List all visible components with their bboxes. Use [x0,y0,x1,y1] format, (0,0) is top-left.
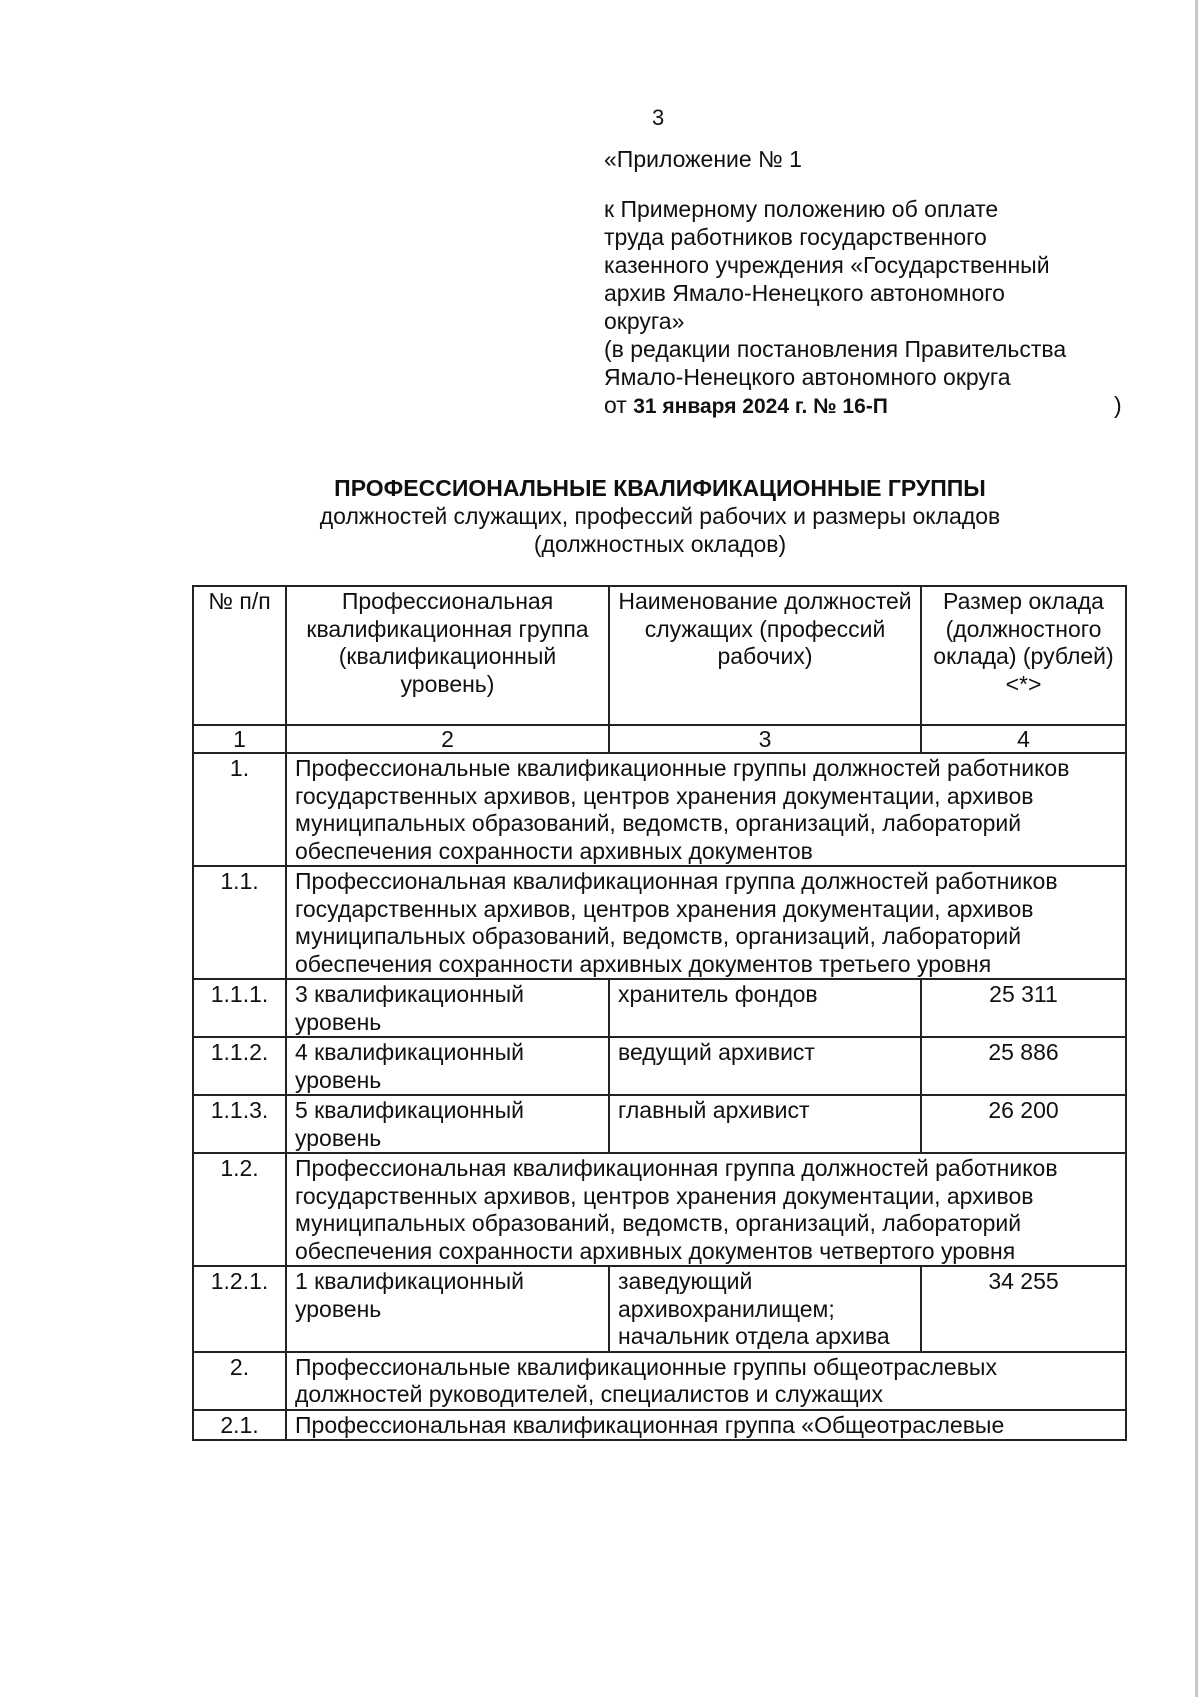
page-number: 3 [652,105,665,130]
salary-amount: 25 311 [921,979,1126,1037]
group-title: Профессиональная квалификационная группа должностей работников государственных архивов, центров хранения документации, архивов муниципальных образований, ведомств, организаций, лабораторий обеспечения сохранности архивных документов четвертого уровня [286,1153,1126,1266]
row-number: 1.2. [193,1153,286,1266]
table-header-row [193,586,1126,725]
row-number: 2.1. [193,1410,286,1441]
annex-line: округа» [604,308,685,334]
table-row [193,1095,1126,1153]
row-number: 1. [193,753,286,866]
position-name: заведующий архивохранилищем; начальник отдела архива [609,1266,921,1352]
column-number: 2 [286,725,609,753]
annex-title: «Приложение № 1 [604,146,802,172]
qualification-level: 5 квалификационный уровень [286,1095,609,1153]
salary-amount: 34 255 [921,1266,1126,1352]
table-row [193,753,1126,866]
qualification-level: 1 квалификационный уровень [286,1266,609,1352]
header-cell-position: Наименование должностей служащих (профессий рабочих) [609,586,921,725]
column-number: 4 [921,725,1126,753]
header-cell-number: № п/п [193,586,286,725]
table-row [193,1410,1126,1441]
annex-line: архив Ямало-Ненецкого автономного [604,280,1005,306]
document-title: ПРОФЕССИОНАЛЬНЫЕ КВАЛИФИКАЦИОННЫЕ ГРУППЫ [334,475,986,501]
annex-date-suffix: ) [1114,392,1122,418]
document-heading [190,474,1130,558]
table-row [193,979,1126,1037]
group-title: Профессиональная квалификационная группа «Общеотраслевые [286,1410,1126,1441]
row-number: 1.1.1. [193,979,286,1037]
group-title: Профессиональные квалификационные группы должностей работников государственных архивов, центров хранения документации, архивов муниципальных образований, ведомств, организаций, лабораторий обеспечения сохранности архивных документов [286,753,1126,866]
row-number: 1.1.3. [193,1095,286,1153]
qualification-level: 3 квалификационный уровень [286,979,609,1037]
table-row [193,1037,1126,1095]
annex-line: к Примерному положению об оплате [604,196,999,222]
document-subtitle-line: (должностных окладов) [533,531,787,557]
annex-line: Ямало-Ненецкого автономного округа [604,364,1011,390]
annex-date-line [604,391,1124,421]
annex-spacer [604,173,1124,195]
row-number: 1.1.2. [193,1037,286,1095]
header-cell-salary: Размер оклада (должностного оклада) (рублей) <*> [921,586,1126,725]
position-name: хранитель фондов [609,979,921,1037]
group-title: Профессиональная квалификационная группа должностей работников государственных архивов, центров хранения документации, архивов муниципальных образований, ведомств, организаций, лабораторий обеспечения сохранности архивных документов третьего уровня [286,866,1126,979]
table-row [193,1266,1126,1352]
position-name: ведущий архивист [609,1037,921,1095]
group-title: Профессиональные квалификационные группы общеотраслевых должностей руководителей, специалистов и служащих [286,1352,1126,1410]
header-cell-group: Профессиональная квалификационная группа (квалификационный уровень) [286,586,609,725]
row-number: 2. [193,1352,286,1410]
annex-date-prefix: от [604,392,627,418]
salary-amount: 25 886 [921,1037,1126,1095]
row-number: 1.2.1. [193,1266,286,1352]
annex-line: труда работников государственного [604,224,987,250]
column-number: 1 [193,725,286,753]
annex-block [604,145,1124,421]
page-edge [1195,0,1198,1697]
annex-line: (в редакции постановления Правительства [604,336,1067,362]
qualification-groups-table [192,585,1127,1441]
column-number-row [193,725,1126,753]
qualification-level: 4 квалификационный уровень [286,1037,609,1095]
table-row [193,1352,1126,1410]
annex-line: казенного учреждения «Государственный [604,252,1050,278]
salary-amount: 26 200 [921,1095,1126,1153]
column-number: 3 [609,725,921,753]
position-name: главный архивист [609,1095,921,1153]
document-subtitle-line: должностей служащих, профессий рабочих и размеры окладов [319,503,1001,529]
table-row [193,1153,1126,1266]
row-number: 1.1. [193,866,286,979]
annex-date-value: 31 января 2024 г. № 16-П [633,395,888,418]
table-row [193,866,1126,979]
